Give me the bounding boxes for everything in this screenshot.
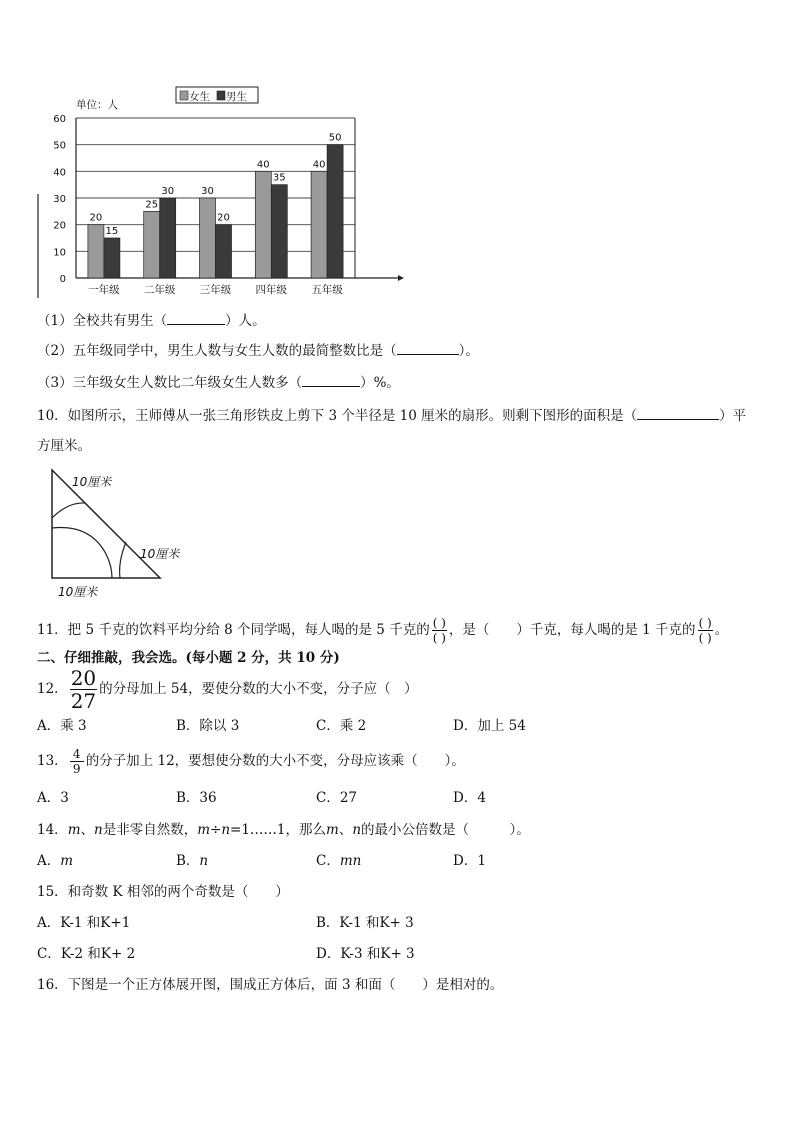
- x-category-label: 三年级: [199, 284, 232, 296]
- bar-chart: [30, 82, 410, 300]
- q14-var-m2: m: [326, 822, 339, 838]
- q13-option-b[interactable]: B．36: [176, 790, 217, 806]
- x-category-label: 五年级: [311, 284, 343, 296]
- q12-number: 12．: [37, 681, 68, 697]
- q11-text-b: ，是（ ）千克，每人喝的是 1 千克的: [448, 622, 696, 638]
- q12-denominator: 27: [70, 689, 97, 713]
- q14-eq-m: m: [197, 822, 211, 838]
- q13-option-c[interactable]: C．27: [316, 790, 358, 806]
- q14-text-3: 的最小公倍数是（ ）。: [361, 822, 530, 838]
- q13-fraction: [70, 748, 84, 775]
- bar-value-label: 15: [105, 226, 119, 237]
- x-category-label: 四年级: [255, 284, 288, 296]
- q14-option-b-value: n: [199, 853, 209, 869]
- q11-fraction-1[interactable]: [432, 617, 447, 644]
- q13-option-d[interactable]: D．4: [453, 790, 486, 806]
- q14-option-b-label: B．: [176, 853, 200, 869]
- q9-part3-suffix: ）%。: [360, 375, 400, 391]
- q11-frac1-den: ( ): [432, 631, 446, 645]
- bar-boys: [104, 238, 120, 278]
- y-tick-label: 20: [53, 220, 66, 232]
- q14-stem: [37, 820, 530, 840]
- q14-eq-n: n: [221, 822, 231, 838]
- q9-part2: [37, 340, 479, 361]
- y-tick-label: 40: [53, 167, 66, 179]
- bar-girls: [255, 171, 271, 278]
- bar-girls: [144, 211, 160, 278]
- q15-option-b[interactable]: B．K-1 和K+ 3: [316, 915, 414, 931]
- legend-swatch-boys: [217, 91, 225, 100]
- q15-stem: 15．和奇数 K 相邻的两个奇数是（ ）: [37, 884, 289, 900]
- q12-option-d[interactable]: D．加上 54: [453, 718, 526, 734]
- bar-boys: [327, 145, 343, 278]
- q11-fraction-2[interactable]: [698, 617, 713, 644]
- q12-stem: [37, 668, 418, 711]
- bar-boys: [216, 225, 232, 278]
- x-category-label: 二年级: [143, 284, 176, 296]
- q13-numerator: 4: [72, 747, 81, 761]
- bar-girls: [311, 171, 327, 278]
- bar-girls: [88, 225, 104, 278]
- sector-arc-left: [52, 528, 112, 578]
- triangle-figure: [40, 466, 210, 602]
- q15-option-a[interactable]: A．K-1 和K+1: [37, 915, 131, 931]
- q9-part3-blank[interactable]: [302, 372, 360, 387]
- y-tick-label: 10: [53, 247, 66, 259]
- q10-text: 10．如图所示，王师傅从一张三角形铁皮上剪下 3 个半径是 10 厘米的扇形。则剩下图形的面积是（: [37, 408, 638, 424]
- q11: [37, 616, 728, 644]
- section-2-heading: 二、仔细推敲，我会选。(每小题 2 分，共 10 分): [37, 650, 340, 666]
- q10-line2: 方厘米。: [37, 438, 91, 454]
- legend-label-boys: 男生: [226, 91, 247, 103]
- q11-frac2-den: ( ): [698, 631, 712, 645]
- q14-option-a[interactable]: [37, 851, 73, 871]
- q9-part3: [37, 372, 400, 393]
- label-top-side: 10厘米: [72, 475, 112, 489]
- q14-text-2: ，那么: [285, 822, 327, 838]
- q11-text-c: 。: [714, 622, 729, 638]
- q15-option-c[interactable]: C．K-2 和K+ 2: [37, 946, 136, 962]
- q14-number: 14．: [37, 822, 68, 838]
- q14-eq-div: ÷: [210, 822, 222, 838]
- sector-arc-right: [120, 542, 126, 578]
- bar-value-label: 20: [89, 212, 103, 224]
- q9-part2-suffix: ）。: [458, 343, 479, 359]
- q13-text: 的分子加上 12，要想使分数的大小不变，分母应该乘（ ）。: [85, 753, 465, 769]
- q12-option-a[interactable]: A．乘 3: [37, 718, 87, 734]
- chart-unit-label: 单位：人: [76, 99, 118, 111]
- q14-option-a-value: m: [60, 853, 74, 869]
- q15-option-d[interactable]: D．K-3 和K+ 3: [316, 946, 415, 962]
- q14-sep-2: 、: [338, 822, 353, 838]
- q14-eq-rest: =1……1: [230, 822, 286, 838]
- q14-option-a-label: A．: [37, 853, 61, 869]
- q12-fraction: [70, 668, 97, 711]
- q10-suffix: ）平: [719, 408, 747, 424]
- bar-boys: [271, 185, 287, 278]
- y-tick-label: 50: [53, 140, 66, 152]
- q12-option-b[interactable]: B．除以 3: [176, 718, 240, 734]
- q14-option-b[interactable]: [176, 851, 208, 871]
- q14-text-1: 是非零自然数，: [102, 822, 198, 838]
- q9-part1: [37, 310, 266, 331]
- legend-label-girls: 女生: [189, 91, 210, 103]
- q16-stem: 16．下图是一个正方体展开图，围成正方体后，面 3 和面（ ）是相对的。: [37, 977, 504, 993]
- q13-denominator: 9: [72, 762, 81, 776]
- bar-value-label: 50: [328, 132, 342, 144]
- q10-blank[interactable]: [637, 405, 719, 420]
- q9-part3-text: （3）三年级女生人数比二年级女生人数多（: [37, 375, 303, 391]
- q9-part2-blank[interactable]: [397, 340, 459, 355]
- bar-value-label: 30: [201, 186, 214, 197]
- q13-number: 13．: [37, 753, 68, 769]
- legend-swatch-girls: [180, 91, 188, 100]
- q13-stem: [37, 743, 465, 779]
- bar-value-label: 20: [217, 212, 230, 224]
- q14-var-m: m: [67, 822, 81, 838]
- x-category-label: 一年级: [88, 284, 120, 296]
- q12-numerator: 20: [70, 666, 97, 690]
- bar-value-label: 25: [145, 199, 159, 211]
- q9-part1-suffix: ）人。: [225, 313, 266, 329]
- q13-option-a[interactable]: A．3: [37, 790, 69, 806]
- label-bottom-side: 10厘米: [58, 585, 98, 599]
- bar-value-label: 35: [272, 172, 286, 184]
- bar-girls: [200, 198, 216, 278]
- q9-part1-blank[interactable]: [167, 310, 225, 325]
- q14-var-n2: n: [352, 822, 362, 838]
- q9-part2-text: （2）五年级同学中，男生人数与女生人数的最简整数比是（: [37, 343, 397, 359]
- q9-part1-text: （1）全校共有男生（: [37, 313, 168, 329]
- q14-sep-1: 、: [80, 822, 94, 838]
- bar-value-label: 40: [312, 159, 326, 171]
- bar-boys: [160, 198, 176, 278]
- q14-option-c-label: C．: [316, 853, 340, 869]
- y-tick-label: 30: [53, 194, 66, 205]
- q12-option-c[interactable]: C．乘 2: [316, 718, 367, 734]
- y-tick-label: 60: [53, 114, 66, 125]
- sector-arc-top: [52, 503, 85, 518]
- q14-option-d[interactable]: D．1: [453, 853, 486, 869]
- q10-line1: [37, 405, 746, 426]
- q14-option-c-value: mn: [339, 853, 362, 869]
- q14-var-n: n: [94, 822, 103, 838]
- q11-text-a: 11．把 5 千克的饮料平均分给 8 个同学喝，每人喝的是 5 千克的: [37, 622, 430, 638]
- q11-frac2-num: ( ): [698, 616, 712, 630]
- bar-value-label: 40: [256, 159, 270, 171]
- label-right-side: 10厘米: [140, 547, 180, 561]
- chart-legend: [176, 87, 258, 103]
- x-axis-arrow: [398, 275, 404, 281]
- q14-option-c[interactable]: [316, 851, 361, 871]
- y-tick-label: 0: [59, 274, 66, 285]
- bar-value-label: 30: [161, 186, 175, 197]
- q12-text: 的分母加上 54，要使分数的大小不变，分子应（ ）: [99, 681, 418, 697]
- q11-frac1-num: ( ): [432, 616, 446, 630]
